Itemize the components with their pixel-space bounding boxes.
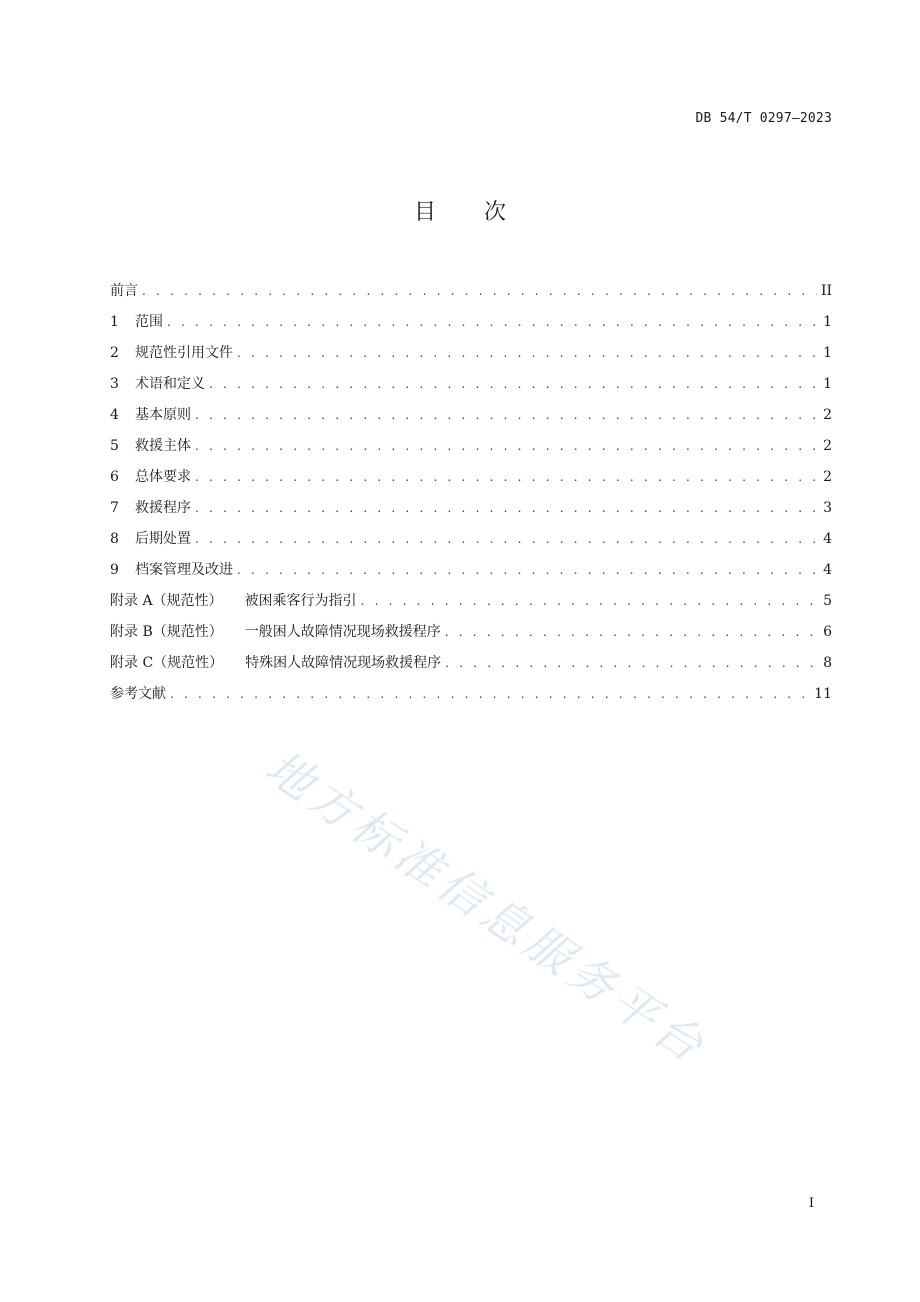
toc-entry-prefix: 附录 A（规范性）	[110, 593, 223, 609]
toc-entry-7[interactable]	[110, 496, 832, 527]
toc-entry-number: 3	[110, 376, 119, 392]
toc-entry-number: 2	[110, 345, 119, 361]
toc-entry-label: 范围	[135, 314, 163, 330]
page-number: I	[808, 1196, 814, 1211]
toc-leader-dots	[195, 527, 818, 552]
toc-entry-label: 基本原则	[135, 407, 191, 423]
toc-entry-page: 11	[814, 686, 832, 702]
toc-entry-label: 档案管理及改进	[135, 562, 233, 578]
toc-entry-page: 8	[823, 655, 832, 671]
toc-entry-page: 6	[823, 624, 832, 640]
toc-entry-label: 特殊困人故障情况现场救援程序	[245, 655, 442, 671]
toc-leader-dots	[237, 341, 818, 366]
toc-entry-2[interactable]	[110, 341, 832, 372]
toc-entry-label: 后期处置	[135, 531, 191, 547]
toc-entry-label: 救援主体	[135, 438, 191, 454]
toc-entry-page: 5	[823, 593, 832, 609]
toc-entry-number: 6	[110, 469, 119, 485]
toc-entry-foreword[interactable]	[110, 279, 832, 310]
toc-leader-dots	[445, 620, 818, 645]
toc-leader-dots	[195, 465, 818, 490]
toc-leader-dots	[195, 434, 818, 459]
toc-entry-appendix-c[interactable]	[110, 651, 832, 682]
toc-entry-page: 2	[823, 407, 832, 423]
toc-entry-label: 一般困人故障情况现场救援程序	[244, 624, 441, 640]
toc-entry-number: 9	[110, 562, 119, 578]
toc-entry-label: 规范性引用文件	[135, 345, 233, 361]
toc-leader-dots	[195, 403, 818, 428]
toc-entry-appendix-a[interactable]	[110, 589, 832, 620]
toc-entry-label: 前言	[110, 283, 138, 299]
toc-entry-number: 4	[110, 407, 119, 423]
toc-entry-1[interactable]	[110, 310, 832, 341]
toc-entry-page: 2	[823, 469, 832, 485]
toc-leader-dots	[167, 310, 818, 335]
toc-entry-6[interactable]	[110, 465, 832, 496]
toc-entry-8[interactable]	[110, 527, 832, 558]
toc-entry-number: 8	[110, 531, 119, 547]
toc-leader-dots	[361, 589, 818, 614]
table-of-contents	[110, 279, 832, 713]
toc-entry-number: 7	[110, 500, 119, 516]
toc-leader-dots	[209, 372, 818, 397]
toc-entry-page: 1	[823, 345, 832, 361]
toc-entry-page: 3	[823, 500, 832, 516]
toc-entry-page: 1	[823, 314, 832, 330]
toc-entry-label: 救援程序	[135, 500, 191, 516]
toc-entry-number: 1	[110, 314, 119, 330]
toc-leader-dots	[142, 279, 817, 304]
toc-title: 目次	[413, 200, 554, 225]
toc-entry-prefix: 附录 C（规范性）	[110, 655, 224, 671]
toc-leader-dots	[195, 496, 818, 521]
toc-entry-page: 2	[823, 438, 832, 454]
toc-entry-page: 1	[823, 376, 832, 392]
toc-entry-page: II	[820, 283, 832, 299]
toc-entry-3[interactable]	[110, 372, 832, 403]
toc-entry-label: 术语和定义	[135, 376, 205, 392]
standard-code: DB 54/T 0297—2023	[695, 111, 832, 126]
toc-entry-appendix-b[interactable]	[110, 620, 832, 651]
toc-entry-label: 参考文献	[110, 686, 166, 702]
toc-entry-page: 4	[823, 562, 832, 578]
toc-entry-label: 总体要求	[135, 469, 191, 485]
toc-leader-dots	[170, 682, 810, 707]
toc-entry-references[interactable]	[110, 682, 832, 713]
watermark-text: 地方标准信息服务平台	[255, 739, 717, 1076]
toc-entry-page: 4	[823, 531, 832, 547]
toc-leader-dots	[445, 651, 818, 676]
toc-entry-4[interactable]	[110, 403, 832, 434]
toc-entry-number: 5	[110, 438, 119, 454]
toc-entry-label: 被困乘客行为指引	[244, 593, 357, 609]
toc-entry-prefix: 附录 B（规范性）	[110, 624, 223, 640]
toc-entry-5[interactable]	[110, 434, 832, 465]
toc-entry-9[interactable]	[110, 558, 832, 589]
toc-leader-dots	[237, 558, 818, 583]
